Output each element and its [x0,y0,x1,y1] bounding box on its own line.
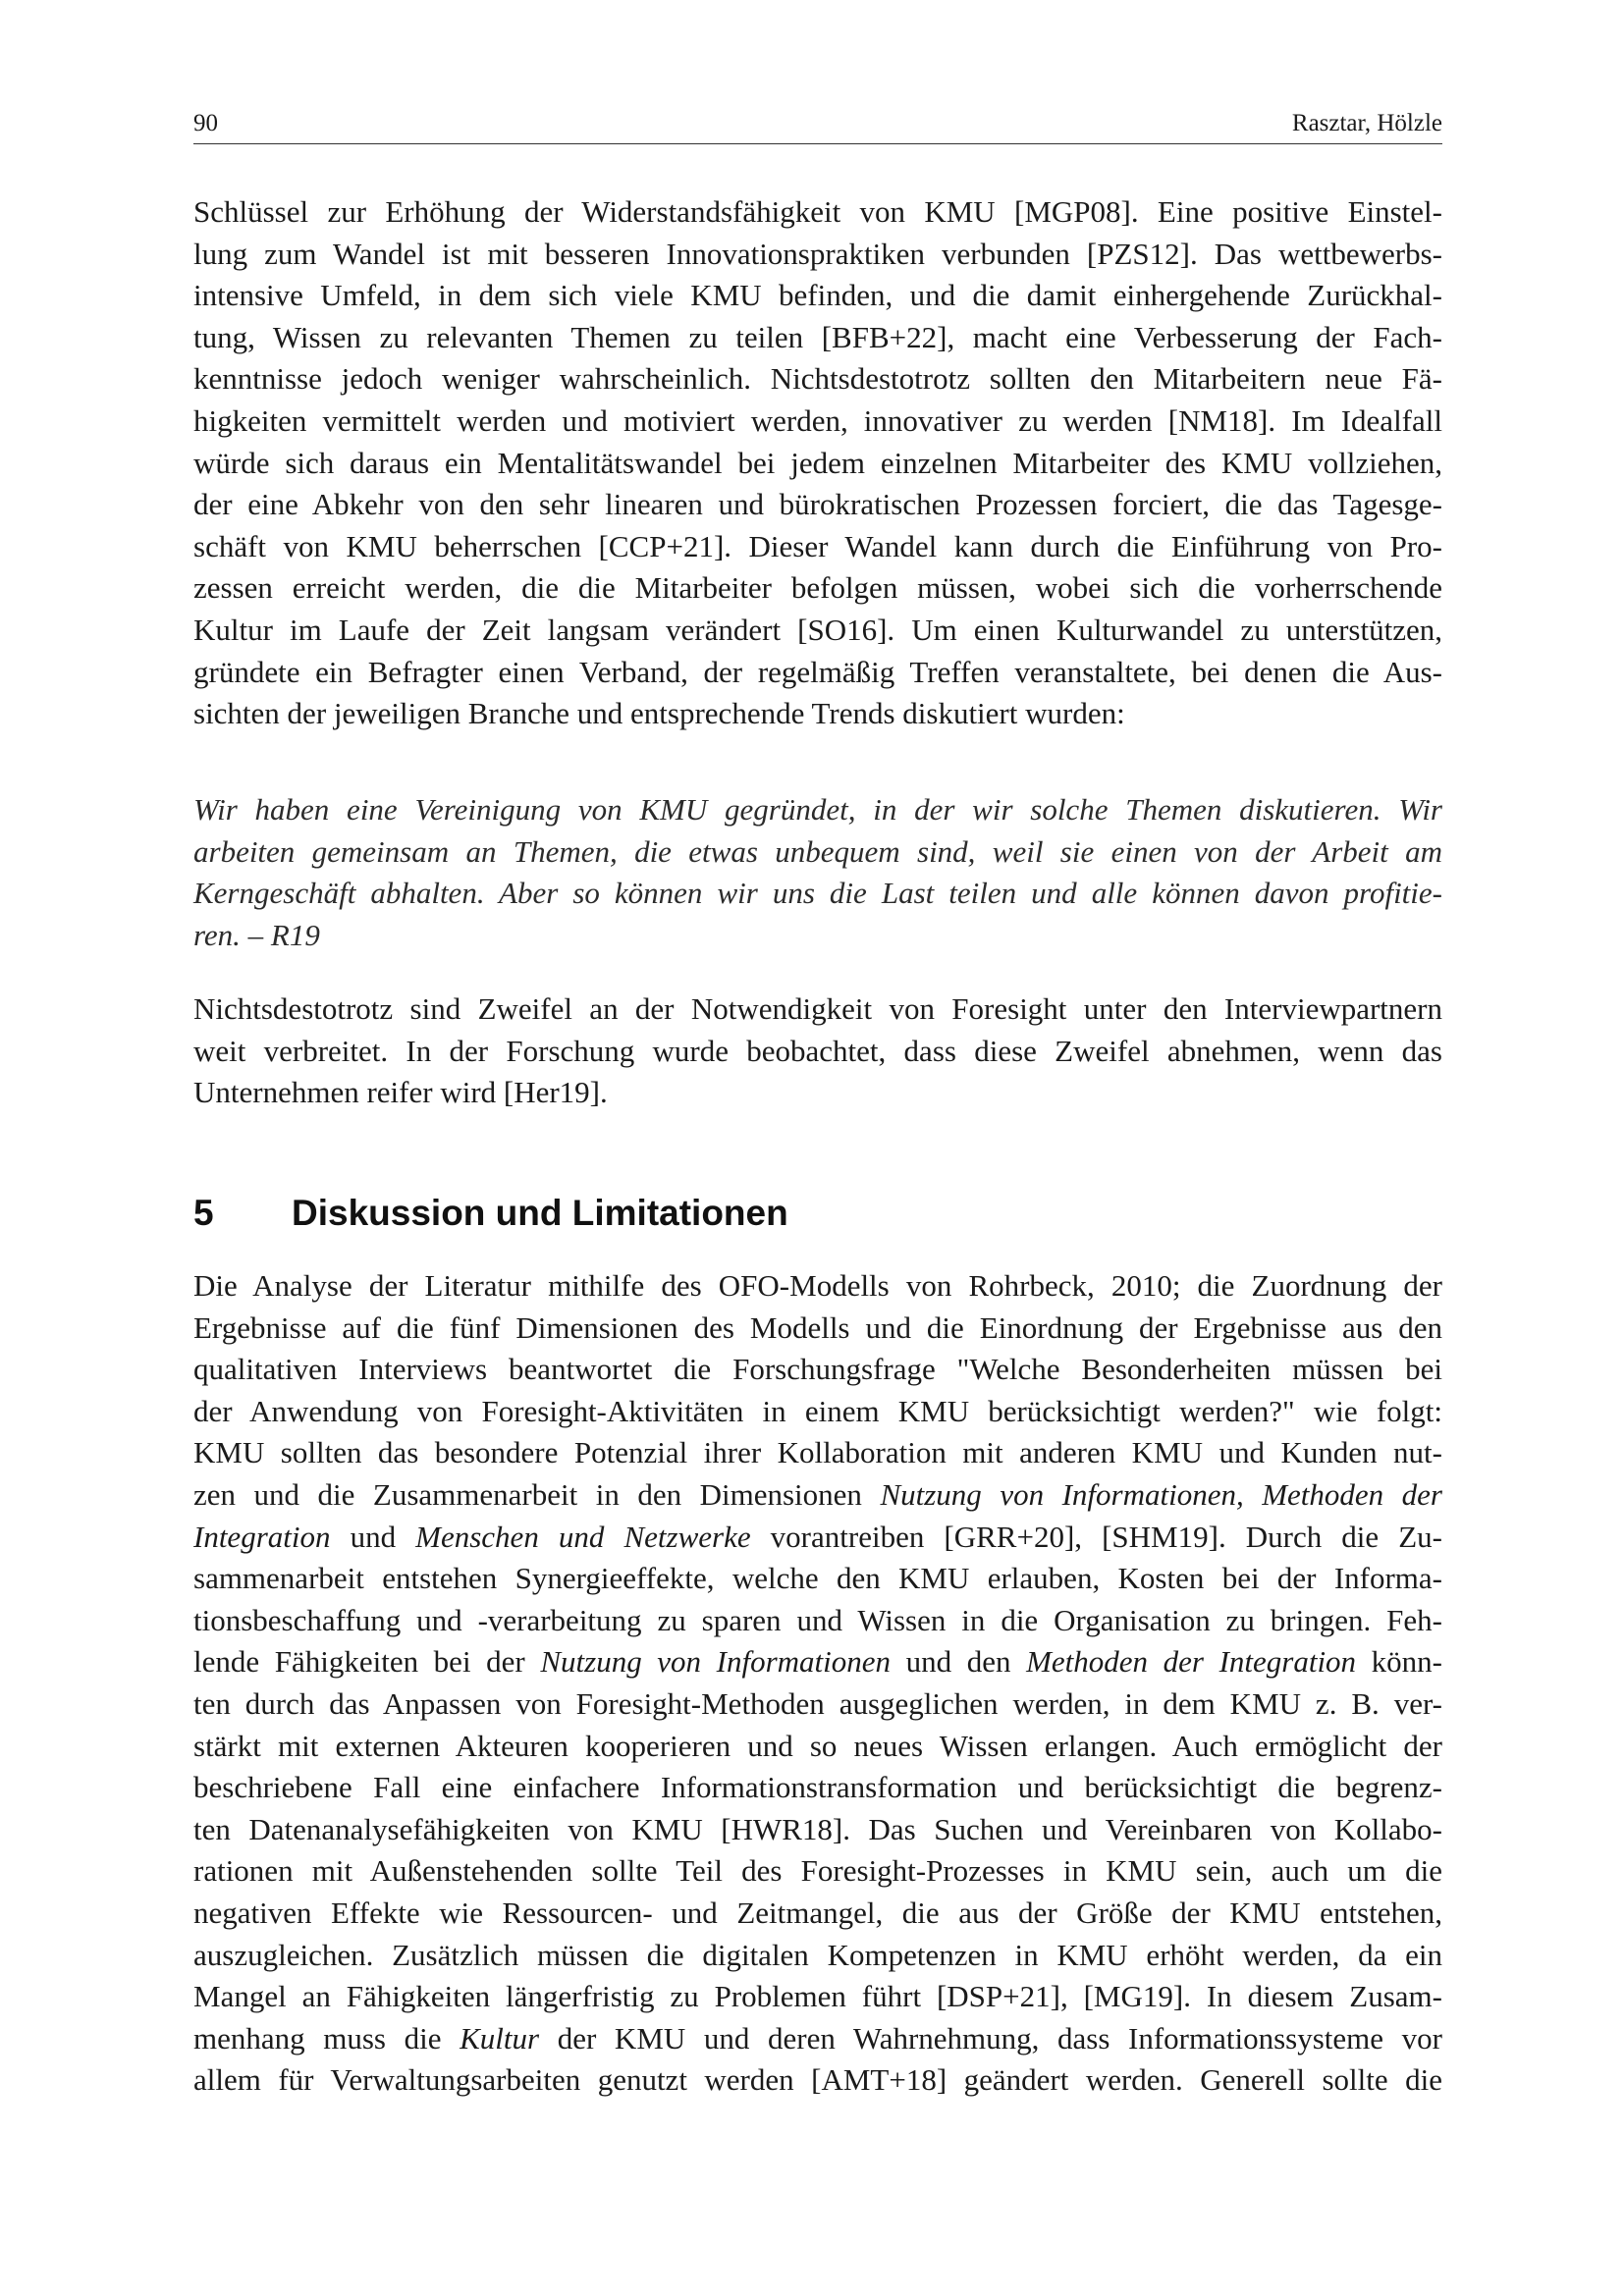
italic-term: Menschen und Netzwerke [415,1519,751,1554]
text-line: würde sich daraus ein Mentalitätswandel bei jedem einzelnen Mitarbeiter des KMU vollziehen, [193,445,1442,480]
italic-term: Nutzung von Informationen, Methoden der [880,1476,1442,1512]
text-line: negativen Effekte wie Ressourcen- und Zeitmangel, die aus der Größe der KMU entstehen, [193,1895,1442,1930]
italic-term: Integration [193,1519,331,1554]
text-line: auszugleichen. Zusätzlich müssen die digitalen Kompetenzen in KMU erhöht werden, da ein [193,1937,1442,1972]
text-line: kenntnisse jedoch weniger wahrscheinlich. Nichtsdestotrotz sollten den Mitarbeitern neue Fä- [193,361,1442,397]
text-line: stärkt mit externen Akteuren kooperieren und so neues Wissen erlangen. Auch ermöglicht der [193,1728,1442,1763]
text-line: Ergebnisse auf die fünf Dimensionen des Modells und die Einordnung der Ergebnisse aus den [193,1309,1442,1345]
text-line: rationen mit Außenstehenden sollte Teil des Foresight-Prozesses in KMU sein, auch um die [193,1853,1442,1889]
text-line [193,1474,1442,1517]
text-line [193,1517,1442,1559]
text-run: und [330,1519,416,1554]
text-run: und den [891,1644,1027,1680]
text-line: higkeiten vermittelt werden und motiviert werden, innovativer zu werden [NM18]. Im Idealfall [193,402,1442,438]
page-number: 90 [193,110,218,136]
text-line: qualitativen Interviews beantwortet die Forschungsfrage "Welche Besonderheiten müssen bei [193,1352,1442,1387]
page-header [193,110,1442,144]
text-line: gründete ein Befragter einen Verband, der regelmäßig Treffen veranstaltete, bei denen die Aus- [193,654,1442,689]
paragraph-3 [193,1265,1442,2102]
section-heading [193,1192,788,1235]
italic-term: Methoden der Integration [1026,1644,1357,1680]
text-line: Unternehmen reifer wird [Her19]. [193,1075,608,1110]
text-run: zen und die Zusammenarbeit in den Dimensionen [193,1476,881,1512]
text-line: ten durch das Anpassen von Foresight-Methoden ausgeglichen werden, in dem KMU z. B. ver- [193,1685,1442,1721]
text-line: Mangel an Fähigkeiten längerfristig zu Problemen führt [DSP+21], [MG19]. In diesem Zusam- [193,1979,1442,2014]
quote-line: Kerngeschäft abhalten. Aber so können wir uns die Last teilen und alle können davon profitie- [193,876,1442,911]
text-line [193,2018,1442,2060]
text-line: lung zum Wandel ist mit besseren Innovationspraktiken verbunden [PZS12]. Das wettbewerbs- [193,236,1442,271]
text-line: intensive Umfeld, in dem sich viele KMU befinden, und die damit einhergehende Zurückhal- [193,278,1442,313]
text-line: allem für Verwaltungsarbeiten genutzt werden [AMT+18] geändert werden. Generell sollte die [193,2062,1442,2098]
text-line: der eine Abkehr von den sehr linearen und bürokratischen Prozessen forciert, die das Tagesge- [193,487,1442,522]
paragraph-1 [193,191,1442,735]
text-line: beschriebene Fall eine einfachere Informationstransformation und berücksichtigt die begrenz- [193,1770,1442,1805]
text-run: menhang muss die [193,2020,460,2056]
italic-term: Nutzung von Informationen [540,1644,892,1680]
quote-line: Wir haben eine Vereinigung von KMU gegründet, in der wir solche Themen diskutieren. Wir [193,792,1442,827]
text-line: sichten der jeweiligen Branche und entsprechende Trends diskutiert wurden: [193,696,1125,731]
text-line: Nichtsdestotrotz sind Zweifel an der Notwendigkeit von Foresight unter den Interviewpartnern [193,991,1442,1026]
text-line [193,1641,1442,1683]
text-line: Schlüssel zur Erhöhung der Widerstandsfähigkeit von KMU [MGP08]. Eine positive Einstel- [193,194,1442,229]
text-run: lende Fähigkeiten bei der [193,1644,541,1680]
text-line: Die Analyse der Literatur mithilfe des OFO-Modells von Rohrbeck, 2010; die Zuordnung der [193,1268,1442,1303]
text-line: weit verbreitet. In der Forschung wurde beobachtet, dass diese Zweifel abnehmen, wenn das [193,1033,1442,1068]
text-run: könn- [1356,1644,1442,1680]
text-line: Kultur im Laufe der Zeit langsam verändert [SO16]. Um einen Kulturwandel zu unterstützen, [193,612,1442,647]
text-run: vorantreiben [GRR+20], [SHM19]. Durch die Zu- [750,1519,1443,1554]
text-line: schäft von KMU beherrschen [CCP+21]. Dieser Wandel kann durch die Einführung von Pro- [193,528,1442,563]
text-line: KMU sollten das besondere Potenzial ihrer Kollaboration mit anderen KMU und Kunden nut- [193,1435,1442,1470]
text-line: sammenarbeit entstehen Synergieeffekte, welche den KMU erlauben, Kosten bei der Informa- [193,1561,1442,1596]
interview-quote [193,789,1442,956]
text-line: ten Datenanalysefähigkeiten von KMU [HWR18]. Das Suchen und Vereinbaren von Kollabo- [193,1811,1442,1846]
running-head-authors: Rasztar, Hölzle [1291,110,1442,136]
section-title: Diskussion und Limitationen [292,1193,788,1233]
section-number: 5 [193,1193,214,1233]
text-line: tionsbeschaffung und -verarbeitung zu sparen und Wissen in die Organisation zu bringen. Feh- [193,1602,1442,1637]
text-line: tung, Wissen zu relevanten Themen zu teilen [BFB+22], macht eine Verbesserung der Fach- [193,319,1442,354]
text-run: der KMU und deren Wahrnehmung, dass Informationssysteme vor [539,2020,1442,2056]
paragraph-2 [193,988,1442,1114]
text-line: zessen erreicht werden, die die Mitarbeiter befolgen müssen, wobei sich die vorherrschende [193,570,1442,606]
quote-line: ren. – R19 [193,917,320,952]
italic-term: Kultur [460,2020,540,2056]
text-line: der Anwendung von Foresight-Aktivitäten in einem KMU berücksichtigt werden?" wie folgt: [193,1393,1442,1428]
quote-line: arbeiten gemeinsam an Themen, die etwas unbequem sind, weil sie einen von der Arbeit am [193,833,1442,869]
